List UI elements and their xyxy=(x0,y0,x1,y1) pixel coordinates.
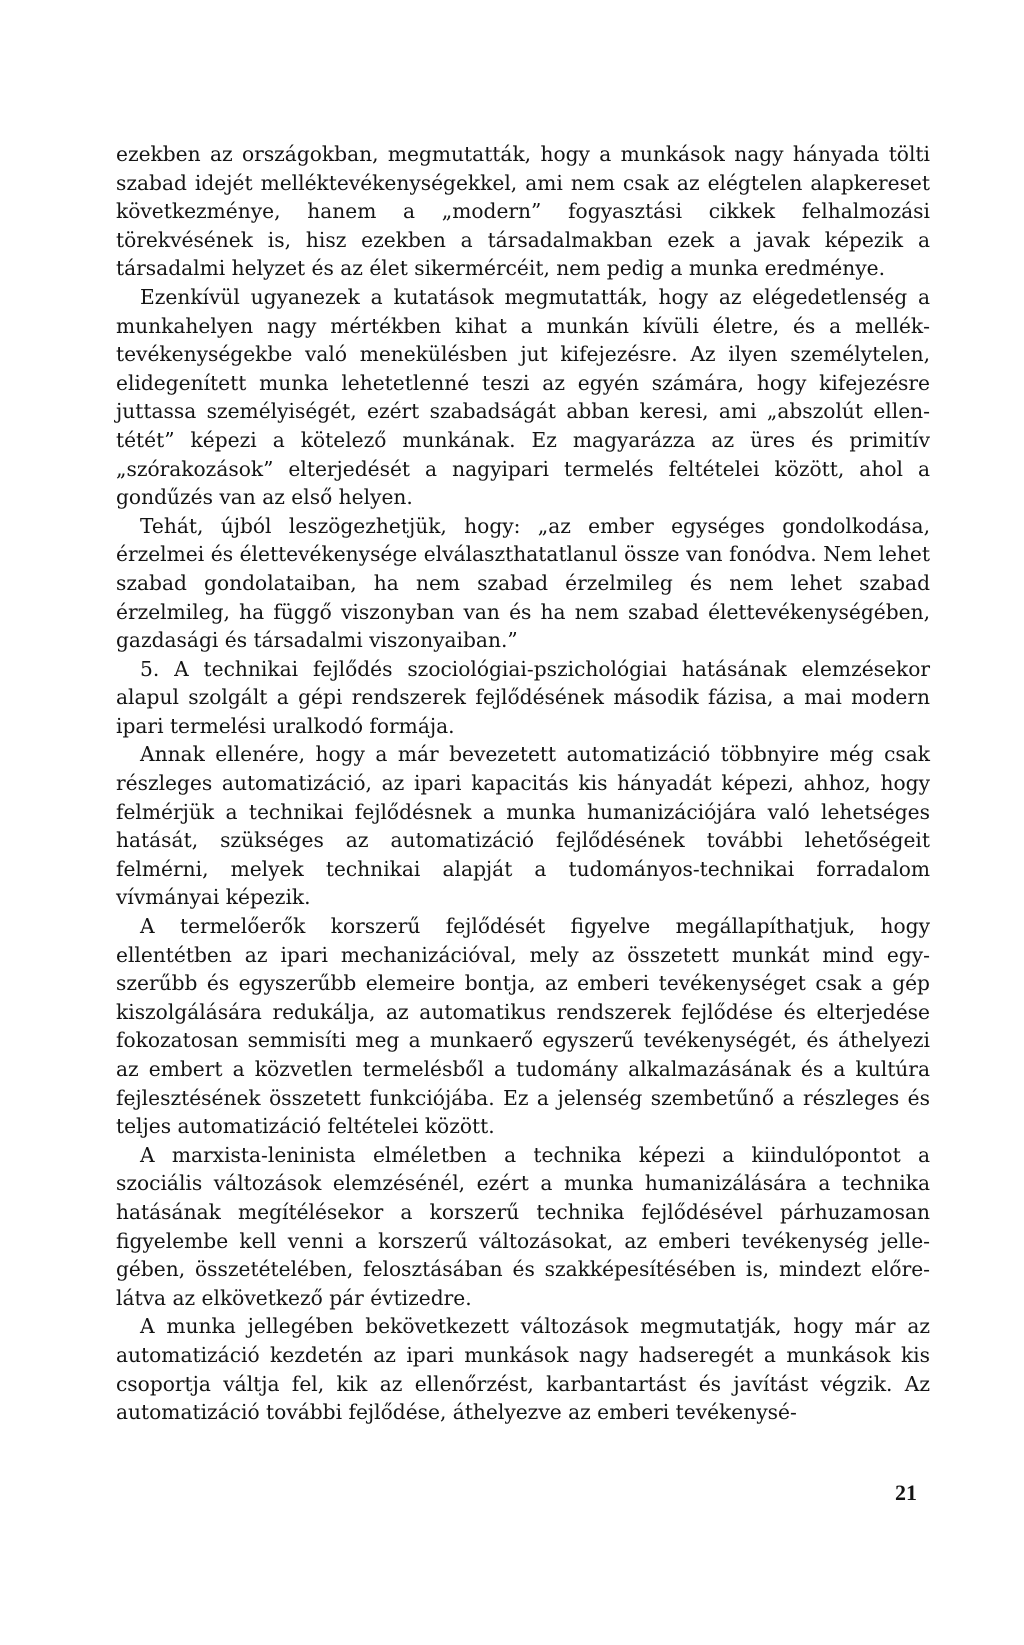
paragraph-1: ezekben az országokban, megmutatták, hogy a munkások nagy hányada tölti szabad idejét melléktevékenységekkel, ami nem csak az elégtelen alapkereset következménye, hanem a „modern” fogyasztási cikkek felhalmozási törekvésének is, hisz ezekben a társadalmakban ezek a javak képezik a társadalmi helyzet és az élet sikermércéit, nem pedig a munka eredménye. xyxy=(116,142,930,281)
paragraph-4: 5. A technikai fejlődés szociológiai-pszichológiai hatásának elemzésekor alapul szolgált a gépi rendszerek fejlődésének második fázisa, a mai modern ipari termelési uralkodó formája. xyxy=(116,656,930,738)
paragraph-2: Ezenkívül ugyanezek a kutatások megmutatták, hogy az elégedetlenség a munkahelyen nagy mértékben kihat a munkán kívüli életre, és a melléktevékenységekbe való menekülésben jut kifejezésre. Az ilyen személytelen, elidegenített munka lehetetlenné teszi az egyén számára, hogy kifejezésre juttassa személyiségét, ezért szabadságát abban keresi, ami „abszolút ellentétét” képezi a kötelező munkának. Ez magyarázza az üres és primitív „szórakozások” elterjedését a nagyipari termelés feltételei között, ahol a gondűzés van az első helyen. xyxy=(116,284,930,510)
paragraph-5: Annak ellenére, hogy a már bevezetett automatizáció többnyire még csak részleges automatizáció, az ipari kapacitás kis hányadát képezi, ahhoz, hogy felmérjük a technikai fejlődésnek a munka humanizációjára való lehetséges hatását, szükséges az automatizáció fejlődésének további lehetőségeit felmérni, melyek technikai alapját a tudományos-technikai forradalom vívmányai képezik. xyxy=(116,742,930,910)
page-body xyxy=(116,140,930,1427)
paragraph-6: A termelőerők korszerű fejlődését figyelve megállapíthatjuk, hogy ellentétben az ipari mechanizációval, mely az összetett munkát mind egyszerűbb és egyszerűbb elemeire bontja, az emberi tevékenységet csak a gép kiszolgálására redukálja, az automatikus rendszerek fejlődése és elterjedése fokozatosan semmisíti meg a munkaerő egyszerű tevékenységét, és áthelyezi az embert a közvetlen termelésből a tudomány alkalmazásának és a kultúra fejlesztésének összetett funkciójába. Ez a jelenség szembetűnő a részleges és teljes automatizáció feltételei között. xyxy=(116,914,930,1139)
page-number: 21 xyxy=(895,1480,917,1505)
paragraph-7: A marxista-leninista elméletben a technika képezi a kiindulópontot a szociális változások elemzésénél, ezért a munka humanizálására a technika hatásának megítélésekor a korszerű technika fejlődésével párhuzamosan figyelembe kell venni a korszerű változásokat, az emberi tevékenység jellegében, összetételében, felosztásában és szakképesítésében is, mindezt előrelátva az elkövetkező pár évtizedre. xyxy=(116,1142,930,1310)
paragraph-8: A munka jellegében bekövetkezett változások megmutatják, hogy már az automatizáció kezdetén az ipari munkások nagy hadseregét a munkások kis csoportja váltja fel, kik az ellenőrzést, karbantartást és javítást végzik. Az automatizáció további fejlődése, áthelyezve az emberi tevékenysé- xyxy=(116,1314,930,1425)
paragraph-3: Tehát, újból leszögezhetjük, hogy: „az ember egységes gondolkodása, érzelmei és élettevékenysége elválaszthatatlanul össze van fonódva. Nem lehet szabad gondolataiban, ha nem szabad érzelmileg és nem lehet szabad érzelmileg, ha függő viszonyban van és ha nem szabad élettevékenységében, gazdasági és társadalmi viszonyaiban.” xyxy=(116,513,930,653)
